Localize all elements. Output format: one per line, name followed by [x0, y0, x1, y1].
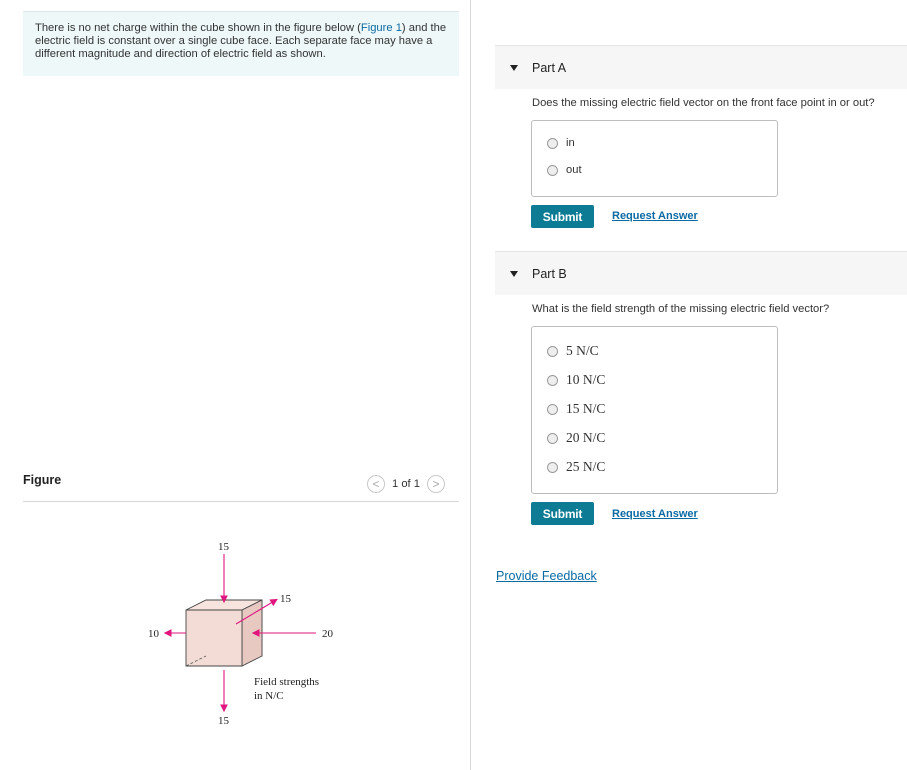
figure-label: Figure [23, 473, 62, 487]
label-left: 10 [148, 628, 159, 640]
radio-button[interactable] [547, 165, 558, 176]
caption-line-2: in N/C [254, 690, 284, 702]
collapse-triangle-icon [510, 65, 518, 71]
part-a-submit-button[interactable]: Submit [531, 205, 594, 228]
prev-figure-button[interactable] [367, 475, 385, 493]
part-a-title: Part A [532, 60, 567, 75]
cube-diagram [130, 530, 350, 730]
part-b-submit-button[interactable]: Submit [531, 502, 594, 525]
part-b-header[interactable] [495, 251, 907, 295]
problem-intro [23, 11, 459, 76]
figure-image [130, 530, 350, 730]
part-a-option-in[interactable] [547, 137, 575, 149]
radio-button[interactable] [547, 462, 558, 473]
part-b-option-10[interactable] [547, 372, 605, 388]
part-b-request-answer-link[interactable]: Request Answer [612, 508, 698, 520]
label-back: 15 [280, 593, 291, 605]
part-b-option-25[interactable] [547, 459, 605, 475]
part-b-option-20[interactable] [547, 430, 605, 446]
option-label: out [566, 164, 582, 176]
part-a-question: Does the missing electric field vector on the front face point in or out? [532, 97, 875, 109]
option-label: 15 N/C [566, 401, 606, 416]
chevron-right-icon: > [432, 477, 440, 491]
collapse-triangle-icon [510, 271, 518, 277]
option-label: 20 N/C [566, 430, 606, 445]
part-b-title: Part B [532, 266, 567, 281]
radio-button[interactable] [547, 375, 558, 386]
chevron-left-icon: < [372, 477, 380, 491]
figure-link[interactable]: Figure 1 [360, 22, 402, 34]
label-top: 15 [218, 541, 229, 553]
part-b-question: What is the field strength of the missing electric field vector? [532, 303, 830, 315]
provide-feedback-link[interactable]: Provide Feedback [496, 569, 597, 583]
option-label: 5 N/C [566, 343, 599, 358]
next-figure-button[interactable] [427, 475, 445, 493]
figure-pager [367, 475, 445, 493]
part-a-option-out[interactable] [547, 164, 582, 176]
option-label: in [566, 137, 575, 149]
option-label: 10 N/C [566, 372, 606, 387]
radio-button[interactable] [547, 138, 558, 149]
cube-front-face [186, 610, 242, 666]
part-b-option-5[interactable] [547, 343, 599, 359]
part-b-option-15[interactable] [547, 401, 605, 417]
part-a-request-answer-link[interactable]: Request Answer [612, 210, 698, 222]
label-right: 20 [322, 628, 333, 640]
label-bottom: 15 [218, 715, 229, 727]
caption-line-1: Field strengths [254, 676, 320, 688]
figure-divider [23, 501, 459, 502]
radio-button[interactable] [547, 404, 558, 415]
right-column [472, 0, 907, 770]
option-label: 25 N/C [566, 459, 606, 474]
pager-text: 1 of 1 [392, 478, 420, 490]
part-b-choices [531, 326, 778, 494]
radio-button[interactable] [547, 433, 558, 444]
intro-text-before: There is no net charge within the cube shown in the figure below ( [35, 22, 361, 34]
part-a-header[interactable] [495, 45, 907, 89]
intro-text-after: ) and the electric field is constant over a single cube face. Each separate face may have a different magnitude and direction of electric field as shown. [35, 22, 447, 60]
part-a-choices [531, 120, 778, 197]
radio-button[interactable] [547, 346, 558, 357]
